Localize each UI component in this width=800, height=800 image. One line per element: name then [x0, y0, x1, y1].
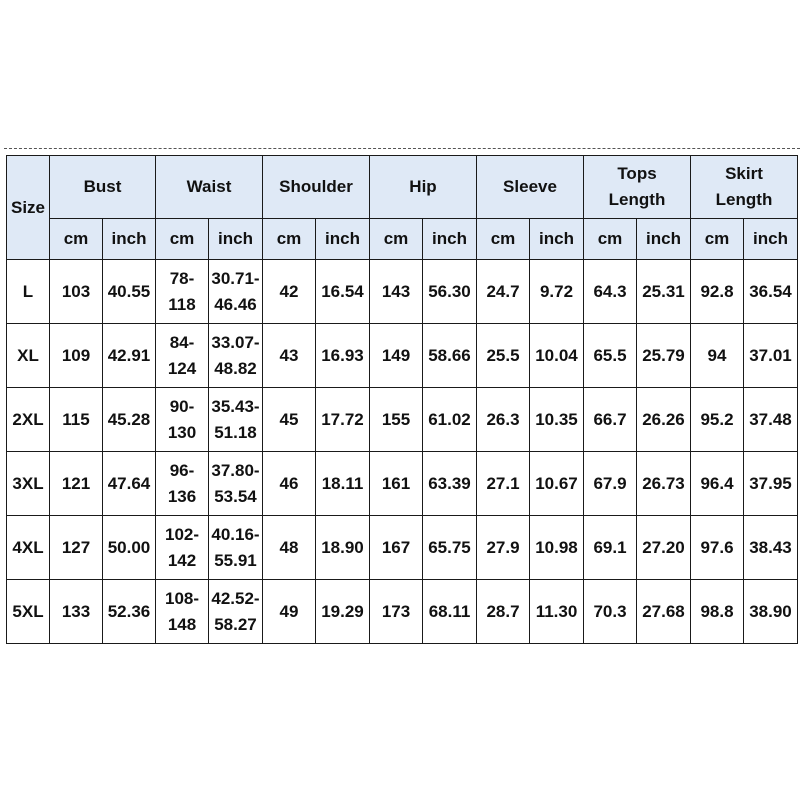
hip-cm-cell: 173 — [370, 580, 423, 644]
waist-header: Waist — [156, 156, 263, 219]
tops-length-line2: Length — [608, 190, 666, 209]
tops-length-cm-cell: 67.9 — [584, 452, 637, 516]
waist-cm-cell — [156, 580, 209, 644]
waist-inch-cell — [209, 324, 263, 388]
skirt-length-inch-cell: 38.90 — [744, 580, 798, 644]
waist-inch-cell — [209, 580, 263, 644]
tops-length-cm-cell: 64.3 — [584, 260, 637, 324]
tops-length-cm-cell: 70.3 — [584, 580, 637, 644]
unit-header: inch — [423, 219, 477, 260]
size-cell: 2XL — [7, 388, 50, 452]
tops-length-header — [584, 156, 691, 219]
bust-cm-cell: 115 — [50, 388, 103, 452]
waist-inch-line1: 33.07- — [211, 332, 260, 352]
waist-cm-line1: 108- — [164, 588, 200, 608]
waist-inch-line1: 40.16- — [211, 524, 260, 544]
hip-cm-cell: 161 — [370, 452, 423, 516]
shoulder-cm-cell: 42 — [263, 260, 316, 324]
unit-header: cm — [691, 219, 744, 260]
table-row — [7, 452, 798, 516]
waist-cm-cell — [156, 452, 209, 516]
skirt-length-cm-cell: 95.2 — [691, 388, 744, 452]
bust-inch-cell: 45.28 — [103, 388, 156, 452]
sleeve-cm-cell: 27.1 — [477, 452, 530, 516]
table-row — [7, 516, 798, 580]
tops-length-inch-cell: 26.26 — [637, 388, 691, 452]
unit-header: cm — [370, 219, 423, 260]
skirt-length-inch-cell: 37.48 — [744, 388, 798, 452]
sleeve-inch-cell: 10.67 — [530, 452, 584, 516]
hip-inch-cell: 56.30 — [423, 260, 477, 324]
waist-inch-line2: 58.27 — [214, 614, 257, 634]
unit-header: inch — [637, 219, 691, 260]
bust-header: Bust — [50, 156, 156, 219]
waist-inch-line2: 53.54 — [214, 486, 257, 506]
waist-inch-cell — [209, 388, 263, 452]
table-row — [7, 580, 798, 644]
hip-inch-cell: 65.75 — [423, 516, 477, 580]
size-cell: 4XL — [7, 516, 50, 580]
waist-inch-line1: 37.80- — [211, 460, 260, 480]
sleeve-inch-cell: 9.72 — [530, 260, 584, 324]
shoulder-cm-cell: 49 — [263, 580, 316, 644]
sleeve-cm-cell: 28.7 — [477, 580, 530, 644]
skirt-length-line2: Length — [715, 190, 773, 209]
tops-length-inch-cell: 25.31 — [637, 260, 691, 324]
shoulder-cm-cell: 46 — [263, 452, 316, 516]
shoulder-cm-cell: 45 — [263, 388, 316, 452]
shoulder-header: Shoulder — [263, 156, 370, 219]
table-row — [7, 324, 798, 388]
shoulder-cm-cell: 48 — [263, 516, 316, 580]
sleeve-cm-cell: 24.7 — [477, 260, 530, 324]
size-cell: 5XL — [7, 580, 50, 644]
bust-inch-cell: 47.64 — [103, 452, 156, 516]
unit-header: cm — [584, 219, 637, 260]
skirt-length-inch-cell: 37.95 — [744, 452, 798, 516]
bust-inch-cell: 50.00 — [103, 516, 156, 580]
sleeve-cm-cell: 25.5 — [477, 324, 530, 388]
skirt-length-header — [691, 156, 798, 219]
dashed-divider — [4, 148, 800, 149]
sleeve-header: Sleeve — [477, 156, 584, 219]
skirt-length-inch-cell: 38.43 — [744, 516, 798, 580]
waist-cm-line2: 130 — [167, 422, 197, 442]
size-cell: L — [7, 260, 50, 324]
shoulder-inch-cell: 18.90 — [316, 516, 370, 580]
skirt-length-cm-cell: 96.4 — [691, 452, 744, 516]
waist-inch-cell — [209, 516, 263, 580]
sleeve-inch-cell: 10.35 — [530, 388, 584, 452]
hip-inch-cell: 63.39 — [423, 452, 477, 516]
hip-inch-cell: 61.02 — [423, 388, 477, 452]
hip-inch-cell: 68.11 — [423, 580, 477, 644]
shoulder-inch-cell: 17.72 — [316, 388, 370, 452]
shoulder-inch-cell: 16.93 — [316, 324, 370, 388]
unit-header: cm — [156, 219, 209, 260]
tops-length-cm-cell: 66.7 — [584, 388, 637, 452]
hip-cm-cell: 167 — [370, 516, 423, 580]
waist-cm-cell — [156, 260, 209, 324]
sleeve-inch-cell: 11.30 — [530, 580, 584, 644]
sleeve-cm-cell: 26.3 — [477, 388, 530, 452]
unit-header: inch — [530, 219, 584, 260]
tops-length-inch-cell: 26.73 — [637, 452, 691, 516]
tops-length-line1: Tops — [617, 164, 657, 183]
shoulder-inch-cell: 18.11 — [316, 452, 370, 516]
skirt-length-inch-cell: 36.54 — [744, 260, 798, 324]
waist-inch-line2: 51.18 — [214, 422, 257, 442]
waist-cm-line2: 118 — [168, 294, 196, 314]
waist-inch-line2: 48.82 — [214, 358, 257, 378]
skirt-length-inch-cell: 37.01 — [744, 324, 798, 388]
tops-length-cm-cell: 65.5 — [584, 324, 637, 388]
waist-cm-line1: 96- — [169, 460, 195, 480]
waist-cm-cell — [156, 388, 209, 452]
tops-length-inch-cell: 27.20 — [637, 516, 691, 580]
table-row — [7, 260, 798, 324]
waist-inch-line1: 42.52- — [211, 588, 260, 608]
bust-inch-cell: 52.36 — [103, 580, 156, 644]
bust-cm-cell: 121 — [50, 452, 103, 516]
waist-cm-line2: 142 — [167, 550, 197, 570]
tops-length-inch-cell: 25.79 — [637, 324, 691, 388]
size-header: Size — [7, 156, 50, 260]
tops-length-cm-cell: 69.1 — [584, 516, 637, 580]
waist-inch-line1: 35.43- — [211, 396, 260, 416]
skirt-length-cm-cell: 92.8 — [691, 260, 744, 324]
sleeve-inch-cell: 10.04 — [530, 324, 584, 388]
skirt-length-line1: Skirt — [725, 164, 763, 183]
unit-header: inch — [209, 219, 263, 260]
waist-cm-line2: 148 — [167, 614, 197, 634]
unit-header: inch — [744, 219, 798, 260]
bust-cm-cell: 109 — [50, 324, 103, 388]
bust-inch-cell: 42.91 — [103, 324, 156, 388]
tops-length-inch-cell: 27.68 — [637, 580, 691, 644]
bust-cm-cell: 133 — [50, 580, 103, 644]
unit-header: cm — [263, 219, 316, 260]
waist-cm-line2: 124 — [167, 358, 197, 378]
shoulder-inch-cell: 16.54 — [316, 260, 370, 324]
waist-cm-line1: 102- — [164, 524, 200, 544]
hip-cm-cell: 155 — [370, 388, 423, 452]
hip-header: Hip — [370, 156, 477, 219]
table-row — [7, 388, 798, 452]
shoulder-inch-cell: 19.29 — [316, 580, 370, 644]
skirt-length-cm-cell: 94 — [691, 324, 744, 388]
waist-cm-cell — [156, 516, 209, 580]
sleeve-cm-cell: 27.9 — [477, 516, 530, 580]
size-chart-table — [6, 155, 798, 644]
unit-header: cm — [477, 219, 530, 260]
bust-inch-cell: 40.55 — [103, 260, 156, 324]
waist-cm-cell — [156, 324, 209, 388]
waist-cm-line1: 84- — [169, 332, 195, 352]
waist-inch-cell — [209, 260, 263, 324]
waist-cm-line1: 78- — [169, 268, 195, 288]
waist-cm-line1: 90- — [169, 396, 195, 416]
skirt-length-cm-cell: 98.8 — [691, 580, 744, 644]
hip-cm-cell: 143 — [370, 260, 423, 324]
unit-header: inch — [103, 219, 156, 260]
unit-header: inch — [316, 219, 370, 260]
hip-cm-cell: 149 — [370, 324, 423, 388]
waist-inch-cell — [209, 452, 263, 516]
bust-cm-cell: 127 — [50, 516, 103, 580]
skirt-length-cm-cell: 97.6 — [691, 516, 744, 580]
waist-inch-line2: 55.91 — [214, 550, 257, 570]
waist-inch-line2: 46.46 — [214, 294, 257, 314]
unit-header: cm — [50, 219, 103, 260]
sleeve-inch-cell: 10.98 — [530, 516, 584, 580]
shoulder-cm-cell: 43 — [263, 324, 316, 388]
size-cell: 3XL — [7, 452, 50, 516]
bust-cm-cell: 103 — [50, 260, 103, 324]
size-cell: XL — [7, 324, 50, 388]
waist-cm-line2: 136 — [167, 486, 197, 506]
hip-inch-cell: 58.66 — [423, 324, 477, 388]
waist-inch-line1: 30.71- — [211, 268, 260, 288]
